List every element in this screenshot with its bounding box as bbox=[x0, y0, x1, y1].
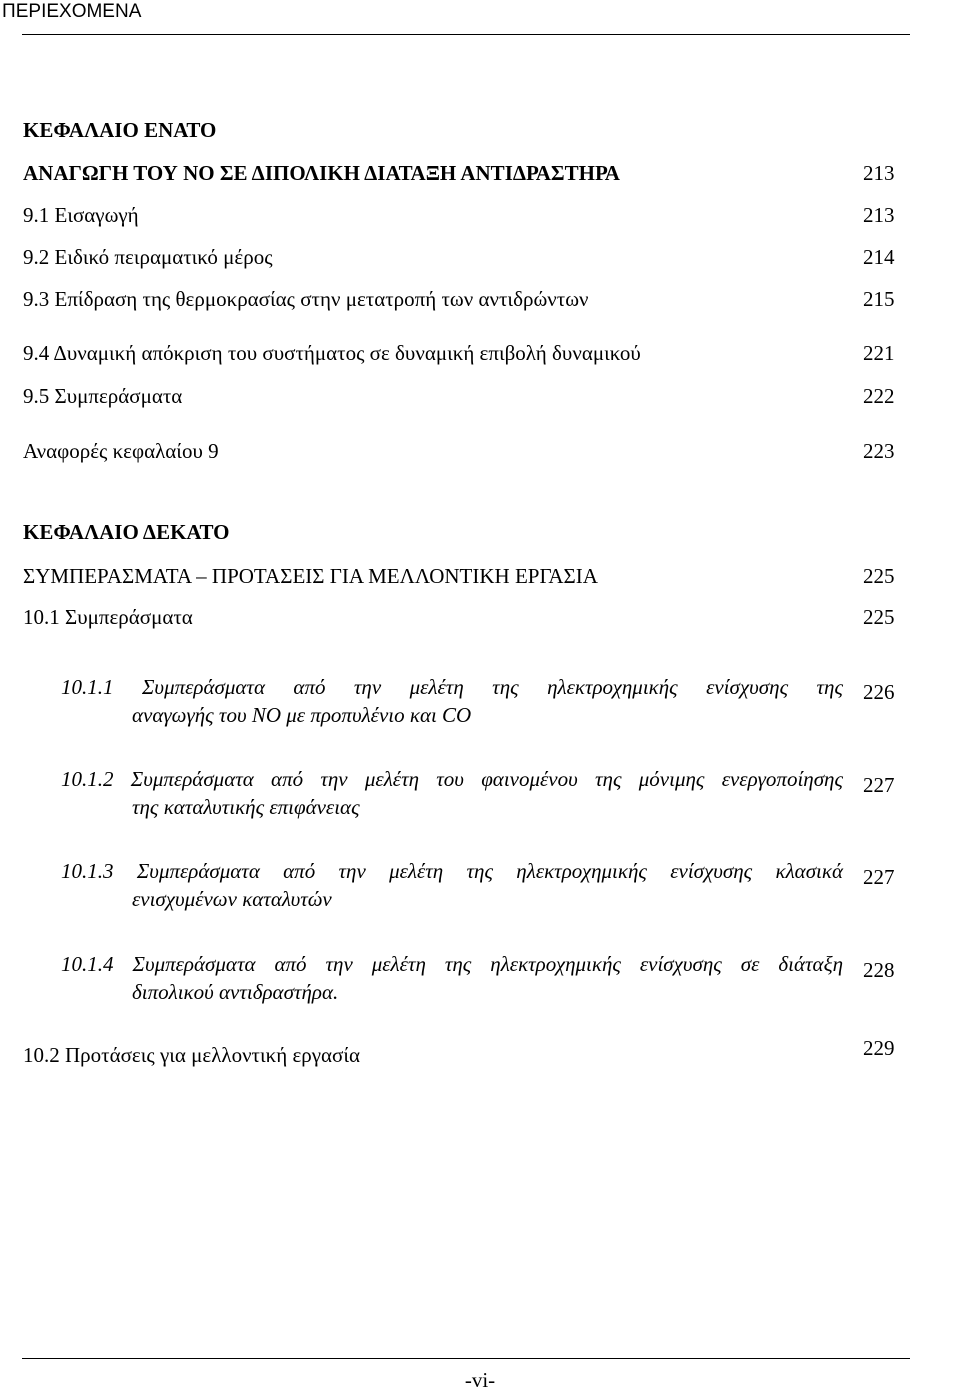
toc-page-10-1-3: 227 bbox=[863, 865, 895, 889]
toc-page-10-1-4: 228 bbox=[863, 958, 895, 982]
chapter-10-title: ΣΥΜΠΕΡΑΣΜΑΤΑ – ΠΡΟΤΑΣΕΙΣ ΓΙΑ ΜΕΛΛΟΝΤΙΚΗ ΕΡΓΑΣΙΑ bbox=[23, 564, 598, 588]
chapter-10-label: ΚΕΦΑΛΑΙΟ ΔΕΚΑΤΟ bbox=[23, 520, 230, 544]
chapter-9-title-page: 213 bbox=[863, 161, 895, 185]
toc-entry-10-1-1-line2: αναγωγής του ΝΟ με προπυλένιο και CO bbox=[132, 703, 472, 727]
toc-entry-10-1-1 bbox=[61, 673, 843, 729]
header-rule bbox=[22, 34, 910, 35]
toc-page-9-5: 222 bbox=[863, 384, 895, 408]
toc-entry-9-5: 9.5 Συμπεράσματα bbox=[23, 384, 183, 408]
toc-page-9-4: 221 bbox=[863, 341, 895, 365]
toc-page-10-1-1: 226 bbox=[863, 680, 895, 704]
chapter-9-label: ΚΕΦΑΛΑΙΟ ΕΝΑΤΟ bbox=[23, 118, 217, 142]
toc-entry-10-1-2-line2: της καταλυτικής επιφάνειας bbox=[132, 795, 360, 819]
toc-entry-10-1-4 bbox=[61, 950, 843, 1006]
toc-entry-10-1-4-line1: 10.1.4 Συμπεράσματα από την μελέτη της ηλεκτροχημικής ενίσχυσης σε διάταξη bbox=[61, 952, 843, 976]
toc-entry-9-refs: Αναφορές κεφαλαίου 9 bbox=[23, 439, 219, 463]
toc-entry-9-1: 9.1 Εισαγωγή bbox=[23, 203, 139, 227]
toc-entry-10-1-3-line1: 10.1.3 Συμπεράσματα από την μελέτη της ηλεκτροχημικής ενίσχυσης κλασικά bbox=[61, 859, 843, 883]
toc-entry-10-1-1-line1: 10.1.1 Συμπεράσματα από την μελέτη της ηλεκτροχημικής ενίσχυσης της bbox=[61, 675, 843, 699]
chapter-10-title-page: 225 bbox=[863, 564, 895, 588]
toc-page-9-refs: 223 bbox=[863, 439, 895, 463]
toc-page-9-1: 213 bbox=[863, 203, 895, 227]
chapter-9-title: ΑΝΑΓΩΓΗ ΤΟΥ ΝΟ ΣΕ ΔΙΠΟΛΙΚΗ ΔΙΑΤΑΞΗ ΑΝΤΙΔΡΑΣΤΗΡΑ bbox=[23, 161, 620, 185]
toc-entry-10-1-2 bbox=[61, 765, 843, 821]
page-header-title: ΠΕΡΙΕΧΟΜΕΝΑ bbox=[2, 1, 142, 22]
toc-page-9-3: 215 bbox=[863, 287, 895, 311]
toc-entry-10-1-3-line2: ενισχυμένων καταλυτών bbox=[132, 887, 332, 911]
footer-rule bbox=[22, 1358, 910, 1359]
toc-entry-10-2: 10.2 Προτάσεις για μελλοντική εργασία bbox=[23, 1043, 361, 1067]
toc-page-10-1: 225 bbox=[863, 605, 895, 629]
toc-entry-9-3: 9.3 Επίδραση της θερμοκρασίας στην μετατροπή των αντιδρώντων bbox=[23, 287, 589, 311]
toc-page-10-1-2: 227 bbox=[863, 773, 895, 797]
toc-entry-9-2: 9.2 Ειδικό πειραματικό μέρος bbox=[23, 245, 273, 269]
toc-page-9-2: 214 bbox=[863, 245, 895, 269]
page-number: -vi- bbox=[464, 1368, 496, 1392]
toc-entry-10-1-2-line1: 10.1.2 Συμπεράσματα από την μελέτη του φαινομένου της μόνιμης ενεργοποίησης bbox=[61, 767, 843, 791]
toc-entry-10-1-3 bbox=[61, 857, 843, 913]
toc-page-10-2: 229 bbox=[863, 1036, 895, 1060]
toc-entry-10-1: 10.1 Συμπεράσματα bbox=[23, 605, 193, 629]
toc-entry-10-1-4-line2: διπολικού αντιδραστήρα. bbox=[132, 980, 339, 1004]
toc-entry-9-4: 9.4 Δυναμική απόκριση του συστήματος σε δυναμική επιβολή δυναμικού bbox=[23, 341, 641, 365]
